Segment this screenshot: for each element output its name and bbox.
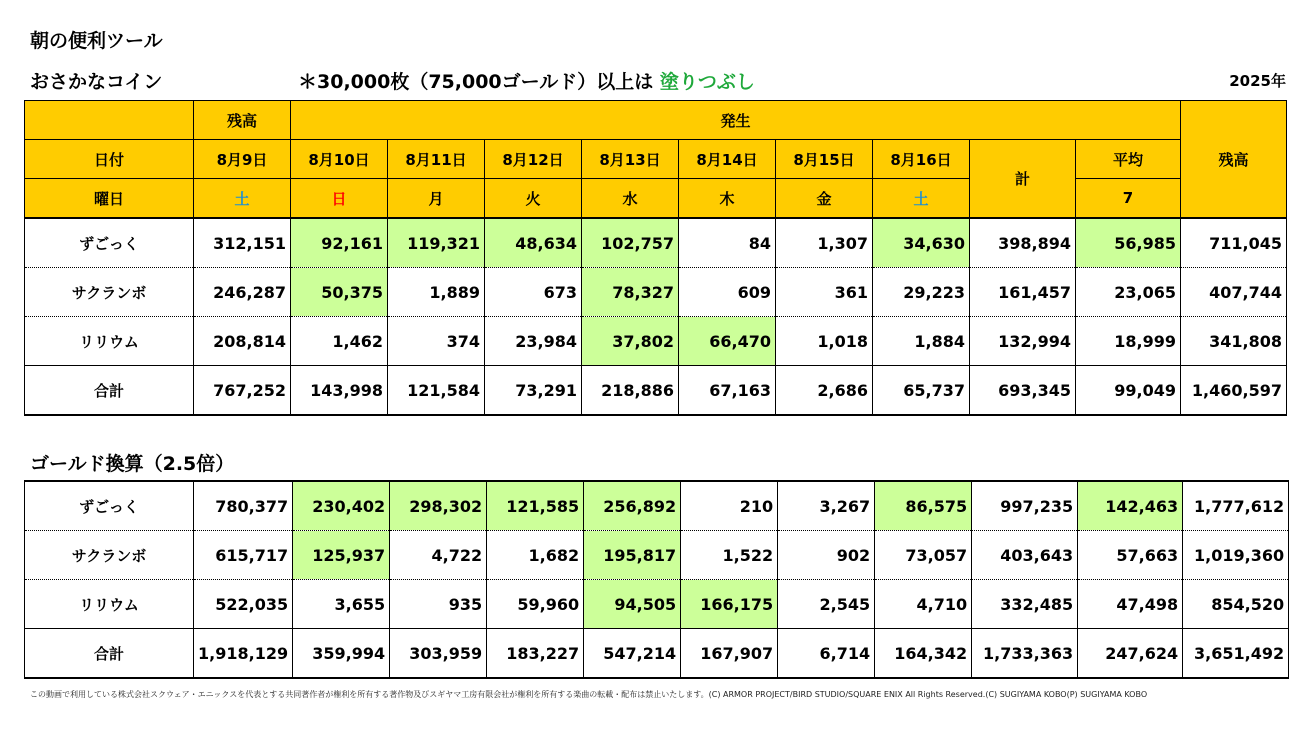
value-cell: 37,802 [582, 317, 679, 366]
value-cell: 164,342 [875, 629, 972, 679]
value-cell: 143,998 [291, 366, 388, 416]
header-corner [25, 101, 194, 140]
value-cell: 161,457 [970, 268, 1076, 317]
table-row [25, 481, 1289, 531]
header-average: 平均 [1076, 140, 1181, 179]
value-cell: 711,045 [1181, 218, 1287, 268]
value-cell: 332,485 [972, 580, 1078, 629]
value-cell: 935 [390, 580, 487, 629]
value-cell: 902 [778, 531, 875, 580]
row-label: ずごっく [25, 218, 194, 268]
value-cell: 312,151 [194, 218, 291, 268]
value-cell: 673 [485, 268, 582, 317]
value-cell: 48,634 [485, 218, 582, 268]
value-cell: 183,227 [487, 629, 584, 679]
value-cell: 66,470 [679, 317, 776, 366]
value-cell: 92,161 [291, 218, 388, 268]
value-cell: 1,884 [873, 317, 970, 366]
copyright-footer: この動画で利用している株式会社スクウェア・エニックスを代表とする共同著作者が権利を所有する著作物及びスギヤマ工房有限会社が権利を所有する楽曲の転載・配布は禁止いたします。(C) ARMOR PROJECT/BIRD STUDIO/SQUARE ENIX All Rights Reserved.(C) SUGIYAMA KOBO(P) SUGIYAMA KOBO [30, 690, 1148, 699]
value-cell: 218,886 [582, 366, 679, 416]
value-cell: 29,223 [873, 268, 970, 317]
value-cell: 210 [681, 481, 778, 531]
value-cell: 256,892 [584, 481, 681, 531]
value-cell: 125,937 [293, 531, 390, 580]
value-cell: 3,651,492 [1183, 629, 1289, 679]
header-total: 計 [970, 140, 1076, 219]
value-cell: 359,994 [293, 629, 390, 679]
value-cell: 1,307 [776, 218, 873, 268]
value-cell: 246,287 [194, 268, 291, 317]
table-row [25, 317, 1287, 366]
header-weekday: 曜日 [25, 179, 194, 219]
value-cell: 997,235 [972, 481, 1078, 531]
table-row [25, 218, 1287, 268]
table-row [25, 268, 1287, 317]
value-cell: 99,049 [1076, 366, 1181, 416]
coin-table-body [25, 218, 1287, 415]
value-cell: 121,584 [388, 366, 485, 416]
value-cell: 361 [776, 268, 873, 317]
value-cell: 1,462 [291, 317, 388, 366]
gold-table-body [25, 481, 1289, 678]
row-label: 合計 [25, 366, 194, 416]
value-cell: 86,575 [875, 481, 972, 531]
date-cell: 8月10日 [291, 140, 388, 179]
coin-table [24, 100, 1287, 416]
value-cell: 121,585 [487, 481, 584, 531]
value-cell: 34,630 [873, 218, 970, 268]
table-row [25, 531, 1289, 580]
value-cell: 23,065 [1076, 268, 1181, 317]
value-cell: 78,327 [582, 268, 679, 317]
value-cell: 230,402 [293, 481, 390, 531]
date-cell: 8月14日 [679, 140, 776, 179]
value-cell: 1,460,597 [1181, 366, 1287, 416]
value-cell: 780,377 [194, 481, 293, 531]
header-end-balance: 残高 [1181, 101, 1287, 219]
total-row [25, 366, 1287, 416]
total-row [25, 629, 1289, 679]
value-cell: 303,959 [390, 629, 487, 679]
date-cell: 8月12日 [485, 140, 582, 179]
value-cell: 1,889 [388, 268, 485, 317]
date-cell: 8月9日 [194, 140, 291, 179]
row-label: リリウム [25, 580, 194, 629]
value-cell: 1,019,360 [1183, 531, 1289, 580]
row-label: 合計 [25, 629, 194, 679]
value-cell: 67,163 [679, 366, 776, 416]
weekday-cell: 土 [194, 179, 291, 219]
value-cell: 2,686 [776, 366, 873, 416]
year-label: 2025年 [1229, 72, 1286, 90]
value-cell: 84 [679, 218, 776, 268]
value-cell: 18,999 [1076, 317, 1181, 366]
weekday-cell: 月 [388, 179, 485, 219]
weekday-cell: 金 [776, 179, 873, 219]
date-cell: 8月15日 [776, 140, 873, 179]
value-cell: 522,035 [194, 580, 293, 629]
value-cell: 854,520 [1183, 580, 1289, 629]
value-cell: 547,214 [584, 629, 681, 679]
value-cell: 73,057 [875, 531, 972, 580]
value-cell: 65,737 [873, 366, 970, 416]
row-label: サクランボ [25, 268, 194, 317]
value-cell: 1,522 [681, 531, 778, 580]
value-cell: 4,722 [390, 531, 487, 580]
value-cell: 2,545 [778, 580, 875, 629]
value-cell: 59,960 [487, 580, 584, 629]
value-cell: 57,663 [1078, 531, 1183, 580]
value-cell: 50,375 [291, 268, 388, 317]
value-cell: 1,733,363 [972, 629, 1078, 679]
value-cell: 1,018 [776, 317, 873, 366]
value-cell: 166,175 [681, 580, 778, 629]
value-cell: 208,814 [194, 317, 291, 366]
value-cell: 1,682 [487, 531, 584, 580]
value-cell: 6,714 [778, 629, 875, 679]
weekday-cell: 木 [679, 179, 776, 219]
value-cell: 403,643 [972, 531, 1078, 580]
average-days: 7 [1076, 179, 1181, 219]
value-cell: 73,291 [485, 366, 582, 416]
value-cell: 1,918,129 [194, 629, 293, 679]
date-cell: 8月16日 [873, 140, 970, 179]
value-cell: 132,994 [970, 317, 1076, 366]
value-cell: 693,345 [970, 366, 1076, 416]
value-cell: 398,894 [970, 218, 1076, 268]
value-cell: 767,252 [194, 366, 291, 416]
page-title: 朝の便利ツール [30, 30, 163, 52]
header-balance: 残高 [194, 101, 291, 140]
weekday-cell: 水 [582, 179, 679, 219]
value-cell: 94,505 [584, 580, 681, 629]
value-cell: 247,624 [1078, 629, 1183, 679]
row-label: ずごっく [25, 481, 194, 531]
weekday-cell: 火 [485, 179, 582, 219]
row-label: サクランボ [25, 531, 194, 580]
value-cell: 47,498 [1078, 580, 1183, 629]
header-date: 日付 [25, 140, 194, 179]
note-highlight: 塗りつぶし [659, 71, 755, 93]
value-cell: 142,463 [1078, 481, 1183, 531]
value-cell: 341,808 [1181, 317, 1287, 366]
value-cell: 407,744 [1181, 268, 1287, 317]
table-row [25, 580, 1289, 629]
value-cell: 374 [388, 317, 485, 366]
gold-section-title: ゴールド換算（2.5倍） [30, 453, 235, 475]
weekday-cell: 日 [291, 179, 388, 219]
date-cell: 8月11日 [388, 140, 485, 179]
value-cell: 56,985 [1076, 218, 1181, 268]
value-cell: 3,655 [293, 580, 390, 629]
value-cell: 615,717 [194, 531, 293, 580]
gold-table [24, 480, 1289, 679]
row-label: リリウム [25, 317, 194, 366]
weekday-cell: 土 [873, 179, 970, 219]
table-subtitle: おさかなコイン [30, 71, 163, 93]
value-cell: 195,817 [584, 531, 681, 580]
date-cell: 8月13日 [582, 140, 679, 179]
value-cell: 1,777,612 [1183, 481, 1289, 531]
value-cell: 298,302 [390, 481, 487, 531]
value-cell: 3,267 [778, 481, 875, 531]
value-cell: 119,321 [388, 218, 485, 268]
note-text: ＊30,000枚（75,000ゴールド）以上は [298, 71, 654, 93]
value-cell: 23,984 [485, 317, 582, 366]
value-cell: 167,907 [681, 629, 778, 679]
value-cell: 102,757 [582, 218, 679, 268]
value-cell: 609 [679, 268, 776, 317]
value-cell: 4,710 [875, 580, 972, 629]
header-occurrence: 発生 [291, 101, 1181, 140]
threshold-note [298, 67, 755, 94]
